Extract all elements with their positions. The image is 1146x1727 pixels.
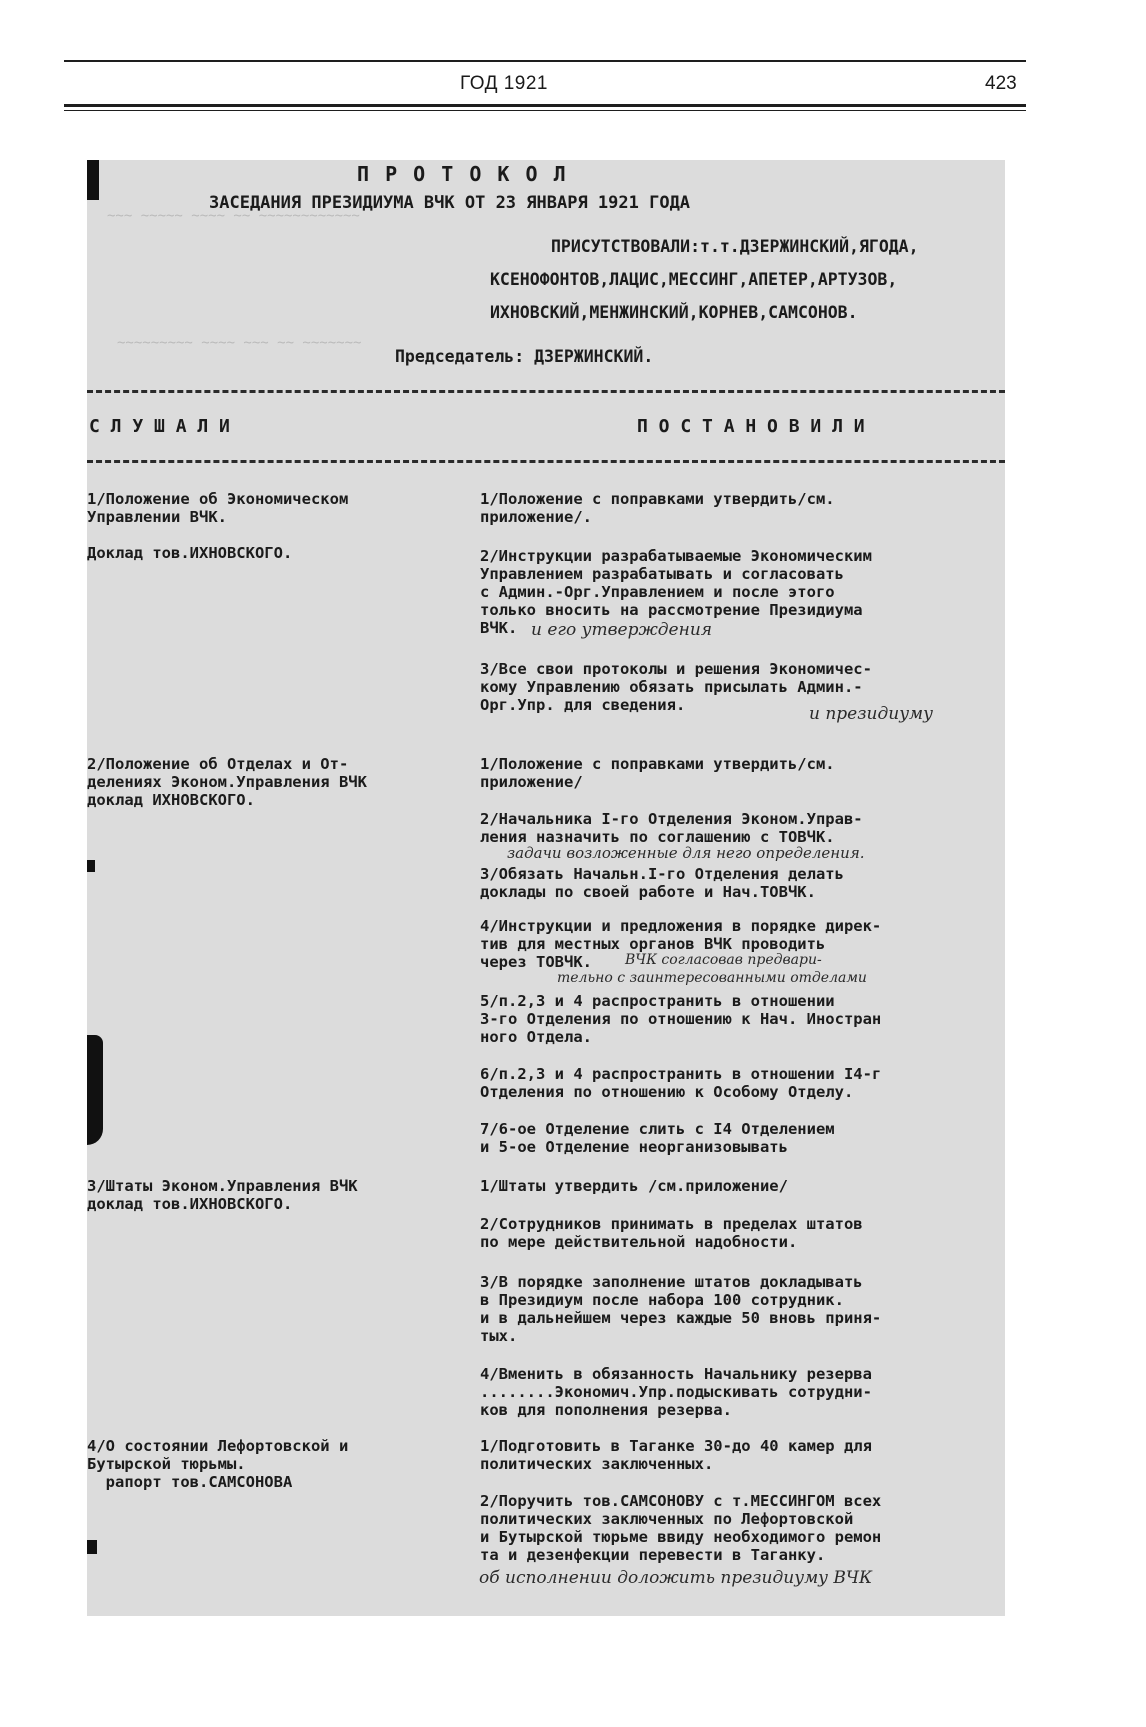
page-number: 423 xyxy=(985,73,1017,94)
resolution-3-4: 4/Вменить в обязанность Начальнику резерва ........Экономич.Упр.подыскивать сотрудни- ков для пополнения резерва. xyxy=(480,1365,872,1419)
handwritten-note: и его утверждения xyxy=(531,620,713,640)
resolution-2-7: 7/6-ое Отделение слить с I4 Отделением и 5-ое Отделение неорганизовывать xyxy=(480,1120,835,1156)
header-rule-bottom xyxy=(64,104,1026,107)
heard-item-3: 3/Штаты Эконом.Управления ВЧК доклад тов.ИХНОВСКОГО. xyxy=(87,1177,358,1213)
handwritten-note: об исполнении доложить президиуму ВЧК xyxy=(479,1568,873,1588)
resolution-2-6: 6/п.2,3 и 4 распространить в отношении I4-г Отделения по отношению к Особому Отделу. xyxy=(480,1065,882,1101)
header-rule-bottom-thin xyxy=(64,110,1026,111)
resolution-2-3: 3/Обязать Начальн.I-го Отделения делать доклады по своей работе и Нач.ТОВЧК. xyxy=(480,865,844,901)
divider-dashed xyxy=(87,390,1005,393)
present-line: КСЕНОФОНТОВ,ЛАЦИС,МЕССИНГ,АПЕТЕР,АРТУЗОВ, xyxy=(490,270,898,289)
resolution-2-4: 4/Инструкции и предложения в порядке дирек- тив для местных органов ВЧК проводить через ТОВЧК. xyxy=(480,917,882,971)
resolution-1-2: 2/Инструкции разрабатываемые Экономическим Управлением разрабатывать и согласовать с Админ.-Орг.Управлением и после этого только вносить на рассмотрение Президиума ВЧК. xyxy=(480,547,872,637)
header-rule-top xyxy=(64,60,1026,62)
running-title: ГОД 1921 xyxy=(460,73,548,94)
resolution-1-1: 1/Положение с поправками утвердить/см. приложение/. xyxy=(480,490,835,526)
column-heard: С Л У Ш А Л И xyxy=(89,416,230,437)
heard-item-2: 2/Положение об Отделах и От- делениях Эконом.Управления ВЧК доклад ИХНОВСКОГО. xyxy=(87,755,367,809)
resolution-3-2: 2/Сотрудников принимать в пределах штатов по мере действительной надобности. xyxy=(480,1215,863,1251)
handwritten-note: ВЧК согласовав предвари- xyxy=(625,952,822,968)
protocol-title: П Р О Т О К О Л xyxy=(357,162,568,186)
resolution-4-2: 2/Поручить тов.САМСОНОВУ с т.МЕССИНГОМ всех политических заключенных по Лефортовской и Бутырской тюрьме ввиду необходимого ремон та и дезенфекции перевести в Таганку. xyxy=(480,1492,882,1564)
resolution-1-3: 3/Все свои протоколы и решения Экономичес- кому Управлению обязать присылать Админ.- Орг.Упр. для сведения. xyxy=(480,660,872,714)
resolution-2-2: 2/Начальника I-го Отделения Эконом.Управ- ления назначить по соглашению с ТОВЧК. xyxy=(480,810,863,846)
handwritten-note: тельно с заинтересованными отделами xyxy=(557,970,867,986)
edge-mark xyxy=(87,860,95,872)
present-line: ИХНОВСКИЙ,МЕНЖИНСКИЙ,КОРНЕВ,САМСОНОВ. xyxy=(490,303,858,322)
resolution-3-1: 1/Штаты утвердить /см.приложение/ xyxy=(480,1177,788,1195)
handwritten-note: и президиуму xyxy=(809,704,934,724)
bleed-through: ~~~~~~~~~ ~~~~ ~~~ ~~ ~~~~~~~ xyxy=(117,335,362,351)
scanned-document xyxy=(87,160,1005,1616)
resolution-3-3: 3/В порядке заполнение штатов докладывать в Президиум после набора 100 сотрудник. и в дальнейшем через каждые 50 вновь приня- тых. xyxy=(480,1273,882,1345)
resolution-2-1: 1/Положение с поправками утвердить/см. приложение/ xyxy=(480,755,835,791)
heard-item-4: 4/О состоянии Лефортовской и Бутырской тюрьмы. рапорт тов.САМСОНОВА xyxy=(87,1437,349,1491)
bleed-through: ~~~ ~~~~~ ~~~~ ~~ ~~~~~~~~~~~~ xyxy=(107,208,360,224)
present-line: ПРИСУТСТВОВАЛИ:т.т.ДЗЕРЖИНСКИЙ,ЯГОДА, xyxy=(551,237,919,256)
edge-mark xyxy=(87,1035,103,1145)
resolution-2-5: 5/п.2,3 и 4 распространить в отношении 3-го Отделения по отношению к Нач. Иностран ного Отдела. xyxy=(480,992,882,1046)
column-resolved: П О С Т А Н О В И Л И xyxy=(637,416,865,437)
resolution-4-1: 1/Подготовить в Таганке 30-до 40 камер для политических заключенных. xyxy=(480,1437,872,1473)
handwritten-note: задачи возложенные для него определения. xyxy=(507,844,865,862)
heard-item-1: 1/Положение об Экономическом Управлении ВЧК. Доклад тов.ИХНОВСКОГО. xyxy=(87,490,349,562)
chairman: Председатель: ДЗЕРЖИНСКИЙ. xyxy=(395,347,654,366)
edge-mark xyxy=(87,160,99,200)
edge-mark xyxy=(87,1540,97,1554)
divider-dashed xyxy=(87,460,1005,463)
protocol-subtitle: ЗАСЕДАНИЯ ПРЕЗИДИУМА ВЧК ОТ 23 ЯНВАРЯ 1921 ГОДА xyxy=(209,193,691,213)
